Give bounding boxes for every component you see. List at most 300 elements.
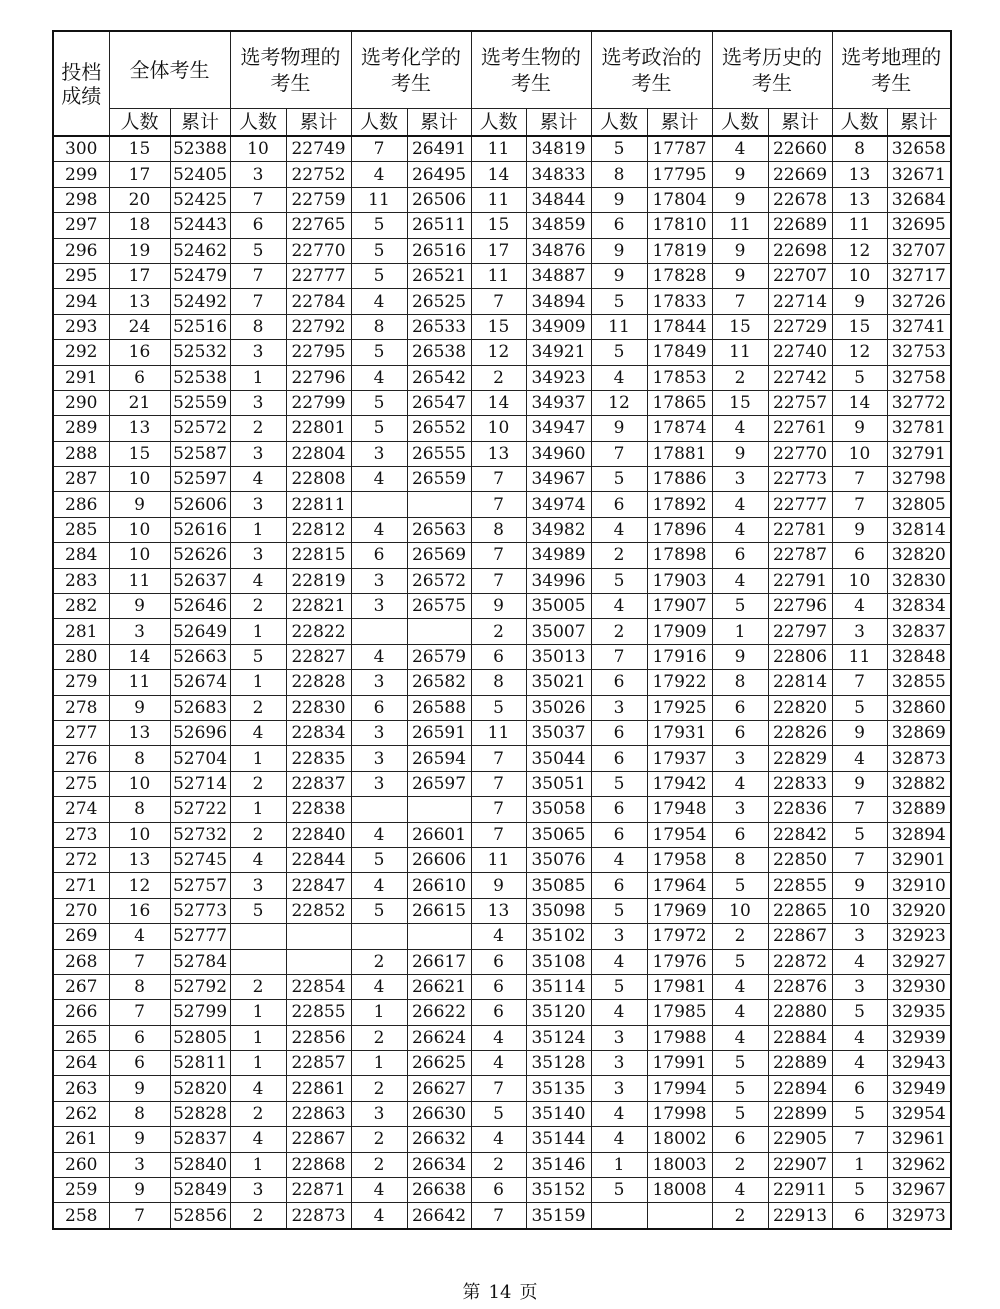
score-cell: 293 [53,314,109,339]
header-group-politics: 选考政治的考生 [591,31,712,109]
count-cell: 4 [351,1178,407,1203]
subheader-cumulative: 累计 [887,109,951,137]
count-cell: 17 [109,162,170,187]
count-cell: 7 [109,1000,170,1025]
count-cell: 7 [832,467,887,492]
cumulative-cell: 22828 [286,670,351,695]
table-row [53,238,951,263]
count-cell: 6 [832,1076,887,1101]
count-cell [230,949,286,974]
count-cell: 4 [712,136,768,162]
cumulative-cell: 22815 [286,543,351,568]
cumulative-cell: 17994 [647,1076,712,1101]
page-footer [0,1278,1000,1304]
cumulative-cell: 22833 [768,771,832,796]
cumulative-cell: 22808 [286,467,351,492]
count-cell: 6 [591,873,647,898]
cumulative-cell: 32961 [887,1127,951,1152]
count-cell: 2 [712,1152,768,1177]
cumulative-cell: 22907 [768,1152,832,1177]
cumulative-cell: 17954 [647,822,712,847]
count-cell: 1 [230,1152,286,1177]
count-cell: 3 [109,619,170,644]
count-cell: 4 [832,949,887,974]
count-cell: 3 [230,162,286,187]
count-cell: 15 [712,390,768,415]
count-cell: 6 [471,1178,526,1203]
count-cell: 10 [712,898,768,923]
table-row [53,949,951,974]
cumulative-cell: 32820 [887,543,951,568]
count-cell: 5 [230,238,286,263]
cumulative-cell: 17828 [647,263,712,288]
table-row [53,390,951,415]
cumulative-cell: 34923 [526,365,591,390]
cumulative-cell: 17898 [647,543,712,568]
table-row [53,314,951,339]
count-cell: 1 [230,619,286,644]
score-cell: 274 [53,797,109,822]
cumulative-cell [286,924,351,949]
count-cell: 6 [832,1203,887,1229]
header-group-chemistry: 选考化学的考生 [351,31,471,109]
cumulative-cell: 17937 [647,746,712,771]
count-cell: 7 [832,797,887,822]
count-cell: 8 [109,746,170,771]
cumulative-cell: 34921 [526,340,591,365]
table-row [53,263,951,288]
count-cell: 2 [471,1152,526,1177]
cumulative-cell: 32837 [887,619,951,644]
count-cell: 3 [591,924,647,949]
cumulative-cell: 35159 [526,1203,591,1229]
count-cell: 7 [471,797,526,822]
cumulative-cell: 26634 [407,1152,471,1177]
count-cell: 4 [712,492,768,517]
cumulative-cell: 34996 [526,568,591,593]
count-cell: 3 [351,720,407,745]
cumulative-cell: 18003 [647,1152,712,1177]
score-cell: 300 [53,136,109,162]
count-cell: 3 [230,390,286,415]
cumulative-cell: 52784 [170,949,230,974]
cumulative-cell: 22826 [768,720,832,745]
cumulative-cell: 52799 [170,1000,230,1025]
count-cell: 5 [591,974,647,999]
table-row [53,492,951,517]
count-cell: 6 [712,1127,768,1152]
cumulative-cell: 22777 [286,263,351,288]
cumulative-cell: 26610 [407,873,471,898]
cumulative-cell [286,949,351,974]
cumulative-cell: 22811 [286,492,351,517]
count-cell: 2 [471,365,526,390]
count-cell: 2 [351,1025,407,1050]
count-cell: 5 [832,822,887,847]
count-cell: 8 [832,136,887,162]
count-cell: 5 [712,1076,768,1101]
cumulative-cell: 17892 [647,492,712,517]
cumulative-cell: 22714 [768,289,832,314]
count-cell: 6 [832,543,887,568]
cumulative-cell: 52388 [170,136,230,162]
count-cell: 6 [471,949,526,974]
cumulative-cell: 22787 [768,543,832,568]
count-cell: 11 [591,314,647,339]
count-cell: 3 [230,492,286,517]
count-cell: 9 [109,1127,170,1152]
cumulative-cell: 17931 [647,720,712,745]
count-cell: 5 [591,771,647,796]
cumulative-cell: 22876 [768,974,832,999]
cumulative-cell [647,1203,712,1229]
cumulative-cell: 26516 [407,238,471,263]
score-cell: 269 [53,924,109,949]
cumulative-cell: 52704 [170,746,230,771]
cumulative-cell: 26542 [407,365,471,390]
subheader-cumulative: 累计 [286,109,351,137]
cumulative-cell: 35058 [526,797,591,822]
cumulative-cell: 26625 [407,1051,471,1076]
table-row [53,1025,951,1050]
count-cell: 7 [471,289,526,314]
count-cell: 10 [832,441,887,466]
count-cell: 13 [109,847,170,872]
table-row [53,340,951,365]
score-cell: 258 [53,1203,109,1229]
cumulative-cell: 52773 [170,898,230,923]
count-cell: 5 [832,365,887,390]
cumulative-cell: 35085 [526,873,591,898]
cumulative-cell: 22829 [768,746,832,771]
table-row [53,1203,951,1229]
count-cell: 3 [351,746,407,771]
cumulative-cell: 22819 [286,568,351,593]
cumulative-cell: 35128 [526,1051,591,1076]
table-row [53,797,951,822]
count-cell [351,619,407,644]
count-cell: 7 [109,1203,170,1229]
subheader-count: 人数 [109,109,170,137]
subheader-count: 人数 [591,109,647,137]
cumulative-cell: 32949 [887,1076,951,1101]
cumulative-cell: 22868 [286,1152,351,1177]
score-cell: 288 [53,441,109,466]
cumulative-cell: 22850 [768,847,832,872]
table-row [53,1076,951,1101]
cumulative-cell: 52425 [170,187,230,212]
score-cell: 273 [53,822,109,847]
cumulative-cell: 17903 [647,568,712,593]
score-cell: 278 [53,695,109,720]
count-cell: 4 [230,847,286,872]
count-cell: 3 [351,771,407,796]
count-cell: 7 [471,568,526,593]
cumulative-cell: 32707 [887,238,951,263]
count-cell: 2 [351,949,407,974]
score-cell: 290 [53,390,109,415]
cumulative-cell: 26582 [407,670,471,695]
count-cell: 2 [230,1203,286,1229]
count-cell: 2 [712,924,768,949]
count-cell: 3 [591,695,647,720]
count-cell: 6 [351,543,407,568]
cumulative-cell: 22861 [286,1076,351,1101]
count-cell: 4 [471,924,526,949]
cumulative-cell: 26624 [407,1025,471,1050]
table-row [53,670,951,695]
cumulative-cell: 17998 [647,1101,712,1126]
score-cell: 281 [53,619,109,644]
table-row [53,568,951,593]
cumulative-cell: 52811 [170,1051,230,1076]
count-cell: 4 [351,289,407,314]
cumulative-cell: 52443 [170,213,230,238]
count-cell: 3 [230,441,286,466]
cumulative-cell: 35005 [526,594,591,619]
cumulative-cell: 52663 [170,644,230,669]
cumulative-cell: 22761 [768,416,832,441]
count-cell: 6 [109,1025,170,1050]
count-cell: 11 [712,340,768,365]
count-cell: 1 [351,1000,407,1025]
count-cell: 15 [109,441,170,466]
count-cell: 9 [832,771,887,796]
cumulative-cell: 32717 [887,263,951,288]
cumulative-cell: 32954 [887,1101,951,1126]
score-cell: 279 [53,670,109,695]
count-cell: 4 [351,162,407,187]
cumulative-cell: 22812 [286,517,351,542]
cumulative-cell: 22889 [768,1051,832,1076]
count-cell: 6 [712,720,768,745]
count-cell: 6 [591,720,647,745]
cumulative-cell: 17881 [647,441,712,466]
cumulative-cell: 35146 [526,1152,591,1177]
count-cell: 7 [230,263,286,288]
cumulative-cell: 26538 [407,340,471,365]
count-cell: 4 [712,568,768,593]
count-cell: 7 [351,136,407,162]
count-cell [230,924,286,949]
count-cell: 6 [712,695,768,720]
cumulative-cell: 22806 [768,644,832,669]
cumulative-cell: 26615 [407,898,471,923]
count-cell: 4 [591,949,647,974]
cumulative-cell: 52492 [170,289,230,314]
table-row [53,162,951,187]
cumulative-cell: 22835 [286,746,351,771]
cumulative-cell: 52820 [170,1076,230,1101]
cumulative-cell: 22872 [768,949,832,974]
count-cell: 9 [109,1076,170,1101]
cumulative-cell: 32781 [887,416,951,441]
count-cell: 6 [712,822,768,847]
count-cell: 1 [230,670,286,695]
count-cell: 5 [712,949,768,974]
count-cell: 6 [230,213,286,238]
count-cell: 3 [712,746,768,771]
count-cell: 10 [471,416,526,441]
count-cell: 3 [351,1101,407,1126]
cumulative-cell: 26642 [407,1203,471,1229]
count-cell: 5 [351,238,407,263]
count-cell: 17 [109,263,170,288]
count-cell: 3 [230,873,286,898]
count-cell: 13 [109,289,170,314]
cumulative-cell: 32798 [887,467,951,492]
count-cell: 11 [351,187,407,212]
cumulative-cell: 32882 [887,771,951,796]
cumulative-cell: 22847 [286,873,351,898]
header-row-groups [53,31,951,109]
cumulative-cell: 22894 [768,1076,832,1101]
count-cell: 5 [351,340,407,365]
cumulative-cell: 52674 [170,670,230,695]
header-score-column: 投档成绩 [53,31,109,136]
cumulative-cell: 22844 [286,847,351,872]
count-cell: 15 [471,314,526,339]
count-cell: 6 [591,746,647,771]
header-group-physics: 选考物理的考生 [230,31,351,109]
cumulative-cell: 26617 [407,949,471,974]
cumulative-cell: 22795 [286,340,351,365]
table-row [53,365,951,390]
cumulative-cell: 52849 [170,1178,230,1203]
score-cell: 282 [53,594,109,619]
table-row [53,720,951,745]
cumulative-cell: 22871 [286,1178,351,1203]
cumulative-cell: 35152 [526,1178,591,1203]
count-cell: 7 [471,467,526,492]
score-cell: 270 [53,898,109,923]
score-cell: 284 [53,543,109,568]
cumulative-cell: 26575 [407,594,471,619]
count-cell: 4 [109,924,170,949]
count-cell: 10 [109,822,170,847]
count-cell: 5 [712,594,768,619]
count-cell: 5 [832,1178,887,1203]
table-row [53,517,951,542]
cumulative-cell: 34909 [526,314,591,339]
score-cell: 297 [53,213,109,238]
score-cell: 261 [53,1127,109,1152]
count-cell: 7 [832,670,887,695]
cumulative-cell: 26597 [407,771,471,796]
count-cell: 7 [471,822,526,847]
count-cell: 1 [351,1051,407,1076]
score-distribution-table [52,30,952,1230]
cumulative-cell: 52516 [170,314,230,339]
cumulative-cell: 52856 [170,1203,230,1229]
cumulative-cell: 22865 [768,898,832,923]
count-cell: 5 [712,1101,768,1126]
header-group-history: 选考历史的考生 [712,31,832,109]
cumulative-cell: 22784 [286,289,351,314]
count-cell: 2 [230,594,286,619]
cumulative-cell: 22781 [768,517,832,542]
score-cell: 259 [53,1178,109,1203]
cumulative-cell: 52683 [170,695,230,720]
cumulative-cell: 22821 [286,594,351,619]
cumulative-cell: 22836 [768,797,832,822]
count-cell: 3 [591,1025,647,1050]
cumulative-cell: 26552 [407,416,471,441]
count-cell: 5 [591,340,647,365]
score-cell: 289 [53,416,109,441]
cumulative-cell: 34894 [526,289,591,314]
count-cell: 10 [230,136,286,162]
cumulative-cell: 52837 [170,1127,230,1152]
count-cell: 9 [109,594,170,619]
subheader-count: 人数 [230,109,286,137]
count-cell: 15 [712,314,768,339]
count-cell: 3 [832,974,887,999]
count-cell: 5 [832,695,887,720]
cumulative-cell: 32814 [887,517,951,542]
score-cell: 291 [53,365,109,390]
cumulative-cell: 17886 [647,467,712,492]
cumulative-cell: 17865 [647,390,712,415]
cumulative-cell: 34833 [526,162,591,187]
score-cell: 263 [53,1076,109,1101]
cumulative-cell: 22913 [768,1203,832,1229]
cumulative-cell: 22698 [768,238,832,263]
cumulative-cell: 22857 [286,1051,351,1076]
subheader-count: 人数 [351,109,407,137]
header-group-geography: 选考地理的考生 [832,31,951,109]
table-row [53,822,951,847]
count-cell: 7 [471,746,526,771]
table-row [53,441,951,466]
cumulative-cell: 32927 [887,949,951,974]
count-cell: 4 [230,568,286,593]
count-cell: 4 [351,822,407,847]
score-cell: 277 [53,720,109,745]
cumulative-cell: 17804 [647,187,712,212]
count-cell: 18 [109,213,170,238]
count-cell: 1 [230,517,286,542]
count-cell: 24 [109,314,170,339]
count-cell: 7 [471,1203,526,1229]
cumulative-cell: 22689 [768,213,832,238]
count-cell: 7 [832,1127,887,1152]
cumulative-cell: 34982 [526,517,591,542]
cumulative-cell: 34937 [526,390,591,415]
count-cell: 9 [832,289,887,314]
count-cell: 12 [832,340,887,365]
cumulative-cell: 34989 [526,543,591,568]
cumulative-cell: 22838 [286,797,351,822]
cumulative-cell: 35144 [526,1127,591,1152]
cumulative-cell: 52597 [170,467,230,492]
cumulative-cell: 22749 [286,136,351,162]
count-cell: 4 [471,1025,526,1050]
score-cell: 276 [53,746,109,771]
count-cell: 4 [591,517,647,542]
count-cell: 5 [832,1000,887,1025]
count-cell: 14 [109,644,170,669]
cumulative-cell: 52714 [170,771,230,796]
cumulative-cell: 22905 [768,1127,832,1152]
count-cell: 13 [471,898,526,923]
cumulative-cell: 17972 [647,924,712,949]
cumulative-cell: 32658 [887,136,951,162]
cumulative-cell: 52616 [170,517,230,542]
cumulative-cell: 22796 [286,365,351,390]
count-cell: 4 [230,720,286,745]
cumulative-cell: 32772 [887,390,951,415]
